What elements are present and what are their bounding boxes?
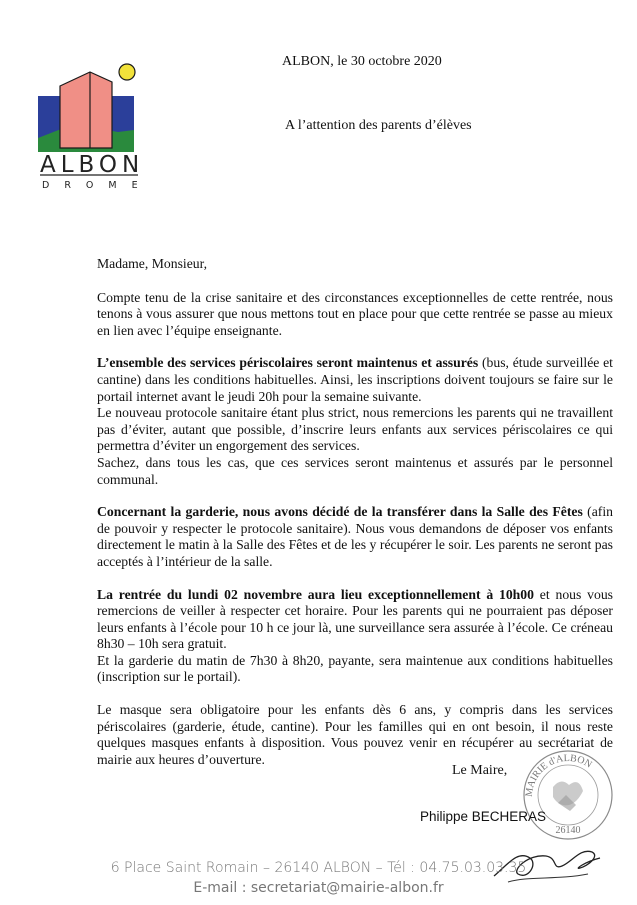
- paragraph-rentree-bold: La rentrée du lundi 02 novembre aura lieu exceptionnellement à 10h00: [97, 586, 534, 602]
- paragraph-garderie-rest: (afin de pouvoir y respecter le protocole sanitaire). Nous vous demandons de déposer vos enfants directement le matin à la Salle des Fêtes et de les y récupérer le soir. Les parents ne seront pas acceptés à l’intérieur de la salle.: [97, 504, 613, 569]
- date-line: ALBON, le 30 octobre 2020: [282, 54, 442, 69]
- paragraph-garderie: [97, 504, 613, 570]
- paragraph-protocole: Le nouveau protocole sanitaire étant plus strict, nous remercions les parents qui ne travaillent pas d’éviter, autant que possible, d’inscrire leurs enfants aux services périscolaires ce qui permettra d’éviter un engorgement des services.: [97, 405, 613, 454]
- paragraph-periscolaire-bold: L’ensemble des services périscolaires seront maintenus et assurés: [97, 355, 479, 371]
- signature-title: Le Maire,: [452, 763, 508, 778]
- paragraph-masque: Le masque sera obligatoire pour les enfants dès 6 ans, y compris dans les services périscolaires (garderie, étude, cantine). Pour les familles qui en ont besoin, il nous reste quelques masques enfants à disposition. Vous pouvez venir en récupérer au secrétariat de mairie aux heures d’ouverture.: [97, 702, 613, 767]
- paragraph-periscolaire: [97, 355, 613, 405]
- footer-email: E-mail : secretariat@mairie-albon.fr: [193, 880, 444, 896]
- footer-address: 6 Place Saint Romain – 26140 ALBON – Tél : 04.75.03.03.35: [110, 860, 527, 876]
- letter-body: [97, 256, 613, 768]
- paragraph-intro: Compte tenu de la crise sanitaire et des circonstances exceptionnelles de cette rentrée, nous tenons à vous assurer que nous mettons tout en place pour que cette rentrée se passe au mieux en lien avec l’équipe enseignante.: [97, 289, 613, 338]
- stamp-bottom-text: 26140: [555, 825, 581, 836]
- recipient-line: A l’attention des parents d’élèves: [285, 118, 472, 133]
- albon-logo: [38, 60, 148, 200]
- paragraph-sachez: Sachez, dans tous les cas, que ces services seront maintenus et assurés par le personnel communal.: [97, 454, 613, 487]
- stamp-top-text: MAIRIE d'ALBON: [523, 752, 594, 798]
- paragraph-periscolaire-rest: (bus, étude surveillée et cantine) dans les conditions habituelles. Ainsi, les inscriptions doivent toujours se faire sur le portail internet avant le jeudi 20h pour la semaine suivante.: [97, 355, 613, 404]
- paragraph-rentree-rest: et nous vous remercions de veiller à respecter cet horaire. Pour les parents qui ne pourraient pas déposer leurs enfants à l’école pour 10 h ce jour là, une surveillance sera assurée à l’école. Ce créneau 8h30 – 10h sera gratuit.: [97, 586, 614, 652]
- paragraph-garderie-bold: Concernant la garderie, nous avons décidé de la transférer dans la Salle des Fêtes: [97, 504, 583, 520]
- logo-name: ALBON: [40, 152, 145, 178]
- greeting: Madame, Monsieur,: [97, 256, 208, 271]
- logo-pink-building: [60, 72, 112, 148]
- mairie-stamp: [508, 745, 626, 843]
- logo-subtitle: DROME: [42, 180, 153, 191]
- paragraph-garderie-matin: Et la garderie du matin de 7h30 à 8h20, payante, sera maintenue aux conditions habituelles (inscription sur le portail).: [97, 652, 613, 685]
- paragraph-rentree: [97, 587, 613, 653]
- logo-sun: [119, 64, 135, 80]
- signature-name: Philippe BECHERAS: [420, 809, 547, 824]
